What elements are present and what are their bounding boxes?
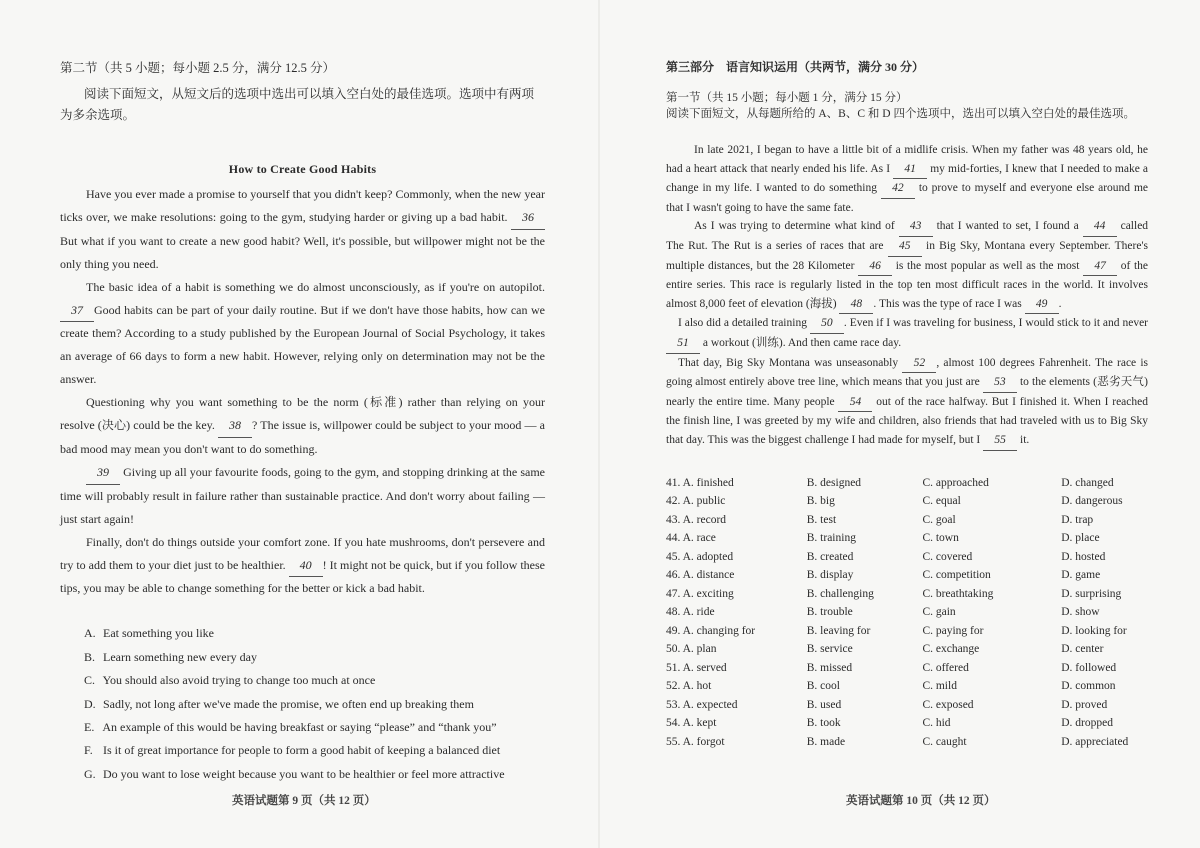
paragraph-4: 39 Giving up all your favourite foods, going to the gym, and stopping drinking at the same time will probably result in failure rather than sustainable practice. And don't worry about failing — just start again! (60, 461, 545, 531)
blank-41: 41 (893, 160, 927, 180)
instructions: 阅读下面短文，从短文后的选项中选出可以填入空白处的最佳选项。选项中有两项为多余选项。 (60, 87, 535, 122)
choice-row-53: 53. A. expected B. used C. exposed D. proved (666, 698, 1108, 711)
blank-50: 50 (810, 314, 844, 334)
choice-row-54: 54. A. kept B. took C. hid D. dropped (666, 717, 1113, 729)
choice-row-45: 45. A. adopted B. created C. covered D. hosted (666, 550, 1106, 563)
blank-55: 55 (983, 431, 1017, 451)
page-footer: 英语试题第 9 页（共 12 页） (232, 795, 376, 807)
choice-table (666, 474, 1148, 752)
section-heading: 第二节（共 5 小题；每小题 2.5 分，满分 12.5 分） (60, 61, 336, 75)
choice-row-48: 48. A. ride B. trouble C. gain D. show (666, 606, 1100, 618)
right-page (600, 0, 1200, 848)
instructions: 阅读下面短文，从每题所给的 A、B、C 和 D 四个选项中，选出可以填入空白处的最佳选项。 (666, 108, 1135, 120)
choice-row-42: 42. A. public B. big C. equal D. dangerous (666, 495, 1123, 507)
paragraph-1: Have you ever made a promise to yourself that you didn't keep? Commonly, when the new year ticks over, we make resolutions: going to the gym, studying harder or giving up a bad habit. 36But what if you want to create a new good habit? Well, it's possible, but willpower might not be the only thing you need. (60, 187, 545, 271)
blank-45: 45 (888, 237, 922, 257)
blank-51: 51 (666, 334, 700, 354)
choice-row-43: 43. A. record B. test C. goal D. trap (666, 513, 1094, 526)
blank-54: 54 (838, 393, 872, 413)
option-d: D. Sadly, not long after we've made the promise, we often end up breaking them (84, 696, 474, 711)
option-b: B. Learn something new every day (84, 649, 257, 664)
passage-title: How to Create Good Habits (228, 162, 377, 176)
choice-row-44: 44. A. race B. training C. town D. place (666, 532, 1100, 544)
blank-36: 36 (511, 206, 545, 230)
section-heading: 第一节（共 15 小题；每小题 1 分，满分 15 分） (666, 92, 908, 104)
blank-40: 40 (289, 554, 323, 578)
blank-49: 49 (1025, 295, 1059, 315)
blank-42: 42 (881, 179, 915, 199)
choice-row-50: 50. A. plan B. service C. exchange D. center (666, 643, 1104, 655)
part-heading: 第三部分 语言知识运用（共两节，满分 30 分） (666, 60, 925, 74)
blank-53: 53 (983, 373, 1017, 393)
paragraph-3: Questioning why you want something to be the norm (标准) rather than relying on your resolve (决心) could be the key. 38 ? The issue is, willpower could be subject to your mood — a bad mood may mean you don't want to do something. (60, 395, 545, 456)
choice-row-47: 47. A. exciting B. challenging C. breathtaking D. surprising (666, 587, 1122, 600)
choice-row-51: 51. A. served B. missed C. offered D. followed (666, 661, 1117, 674)
paragraph-2: The basic idea of a habit is something we do almost unconsciously, as if you're on autopilot. 37 Good habits can be part of your daily routine. But if we don't have those habits, how can we create them? According to a study published by the European Journal of Social Psychology, it takes an average of 66 days to form a new habit. However, relying only on determination may not be the answer. (60, 279, 545, 387)
blank-47: 47 (1083, 257, 1117, 277)
option-e: E. An example of this would be having breakfast or saying “please” and “thank you” (84, 719, 497, 734)
blank-52: 52 (902, 354, 936, 374)
option-c: C. You should also avoid trying to change too much at once (84, 673, 376, 688)
choice-row-55: 55. A. forgot B. made C. caught D. appreciated (666, 735, 1129, 748)
option-a: A. Eat something you like (84, 626, 214, 641)
paragraph-5: Finally, don't do things outside your comfort zone. If you hate mushrooms, don't persevere and try to add them to your diet just to be healthier. 40 ! It might not be quick, but if you follow these tips, you may be able to change something for the better or kick a bad habit. (60, 534, 546, 596)
choice-row-52: 52. A. hot B. cool C. mild D. common (666, 680, 1116, 692)
cloze-paragraph-2: As I was trying to determine what kind of 43 that I wanted to set, I found a 44 called The Rut. The Rut is a series of races that are 45 in Big Sky, Montana every September. There's multiple distances, but the 28 Kilometer 46 is the most popular as well as the most 47 of the entire series. This race is regularly listed in the top ten most difficult races in the world. It involves almost 8,000 feet of elevation (海拔) 48 . This was the type of race I was 49 . (666, 217, 1148, 314)
choice-row-49: 49. A. changing for B. leaving for C. paying for D. looking for (666, 624, 1127, 637)
cloze-paragraph-1: In late 2021, I began to have a little bit of a midlife crisis. When my father was 48 years old, he had a heart attack that nearly ended his life. As I 41 my mid-forties, I knew that I needed to make a change in my life. I wanted to do something 42 to prove to myself and everyone else around me that I wasn't going to have the same fate. (666, 144, 1149, 214)
choice-row-41: 41. A. finished B. designed C. approached D. changed (666, 476, 1114, 489)
option-f: F. Is it of great importance for people to form a good habit of keeping a balanced diet (84, 743, 501, 758)
blank-38: 38 (218, 414, 252, 438)
blank-44: 44 (1083, 217, 1117, 237)
blank-39: 39 (86, 461, 120, 485)
answer-options (60, 622, 545, 786)
cloze-paragraph-3: I also did a detailed training 50 . Even if I was traveling for business, I would stick to it and never 51 a workout (训练). And then came race day. (666, 314, 1148, 353)
page-footer: 英语试题第 10 页（共 12 页） (846, 795, 996, 807)
blank-37: 37 (60, 299, 94, 323)
blank-46: 46 (858, 257, 892, 277)
option-g: G. Do you want to lose weight because you want to be healthier or feel more attractive (84, 766, 505, 781)
blank-43: 43 (899, 217, 933, 237)
choice-row-46: 46. A. distance B. display C. competition D. game (666, 569, 1101, 581)
cloze-paragraph-4: That day, Big Sky Montana was unseasonably 52 , almost 100 degrees Fahrenheit. The race is going almost entirely above tree line, which means that you just are 53 to the elements (恶劣天气) nearly the entire time. Many people 54 out of the race halfway. But I finished it. When I reached the finish line, I was greeted by my wife and children, also friends that had traveled with us to Big Sky that day. This was the biggest challenge I had made for myself, but I 55 it. (666, 354, 1148, 451)
blank-48: 48 (839, 295, 873, 315)
